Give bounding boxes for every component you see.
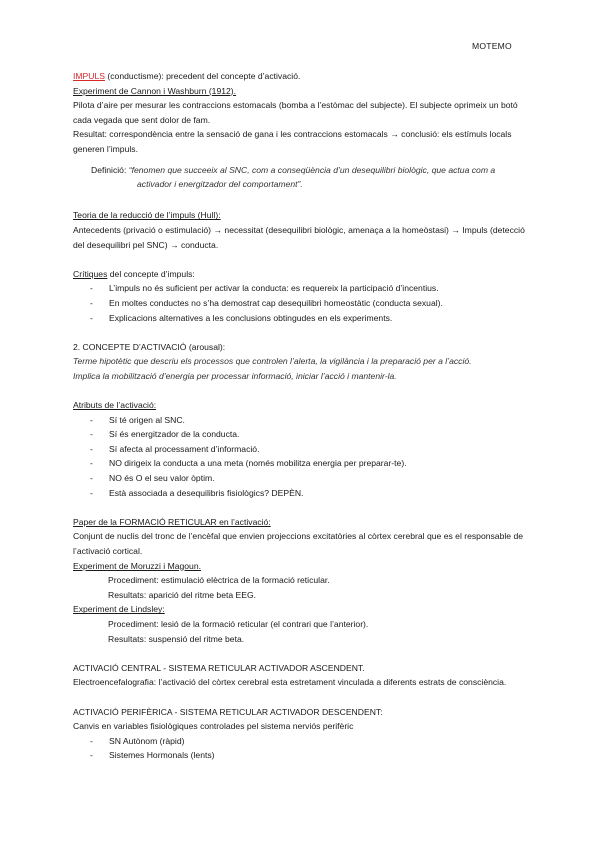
activacio-central-text: Electroencefalografia: l’activació del còrtex cerebral esta estretament vinculada a diferents estrats de consciència.: [73, 677, 507, 688]
lindsley-results: Resultats: suspensió del ritme beta.: [108, 633, 245, 644]
formacio-reticular-title: Paper de la FORMACIÓ RETICULAR en l’activació:: [73, 516, 271, 527]
list-item: - Sí té origen al SNC.: [90, 414, 185, 425]
cannon-experiment-result: Resultat: correspondència entre la sensació de gana i les contraccions estomacals → conclusió: els estímuls locals generen l’impuls.: [73, 129, 512, 154]
list-item-text: Sí afecta al processament d’informació.: [109, 443, 260, 454]
document-header-title: MOTEMO: [472, 41, 512, 51]
formacio-reticular-text: Conjunt de nuclis del tronc de l’encèfal que envien projeccions excitatòries al còrtex cerebral que es el responsable de l’activació cortical.: [73, 531, 524, 556]
moruzzi-experiment-title: Experiment de Moruzzi i Magoun.: [73, 560, 202, 571]
cannon-experiment-title: Experiment de Cannon i Washburn (1912).: [73, 85, 237, 96]
activacio-description-line1: Terme hipotètic que descriu els processos que controlen l’alerta, la vigilància i la preparació per a l’acció.: [73, 356, 472, 367]
definition-label: Definició:: [91, 164, 127, 175]
list-item-text: SN Autònom (ràpid): [109, 735, 185, 746]
list-item: - Sí afecta al processament d’informació.: [90, 443, 260, 454]
impuls-definition: [91, 163, 533, 192]
critiques-list: [73, 281, 533, 325]
activacio-periferica-title: ACTIVACIÓ PERIFÈRICA - SISTEMA RETICULAR ACTIVADOR DESCENDENT:: [73, 706, 383, 717]
list-item: - En moltes conductes no s’ha demostrat cap desequilibri homeostàtic (conducta sexual).: [90, 297, 443, 308]
hull-theory-text: Antecedents (privació o estimulació) → necessitat (desequilibri biològic, amenaça a la homeòstasi) → Impuls (detecció del desequilibri pel SNC) → conducta.: [73, 224, 525, 250]
list-item: - SN Autònom (ràpid): [90, 735, 185, 746]
definition-text-line2: activador i energitzador del comportament”.: [137, 179, 303, 190]
impuls-keyword: IMPULS: [73, 71, 105, 81]
impuls-heading: [73, 69, 533, 84]
list-item: - NO dirigeix la conducta a una meta (només mobilitza energia per preparar-te).: [90, 458, 407, 469]
lindsley-experiment-title: Experiment de Lindsley:: [73, 604, 165, 615]
moruzzi-results: Resultats: aparició del ritme beta EEG.: [108, 589, 257, 600]
list-item-text: Sí és energitzador de la conducta.: [109, 429, 240, 440]
list-item-text: NO dirigeix la conducta a una meta (només mobilitza energia per preparar-te).: [109, 458, 407, 469]
impuls-heading-rest: (conductisme): precedent del concepte d’activació.: [105, 71, 301, 81]
definition-text-line1: “fenomen que succeeix al SNC, com a conseqüència d’un desequilibri biològic, que actua com a: [126, 164, 496, 175]
list-item: - Sí és energitzador de la conducta.: [90, 429, 240, 440]
atributs-list: [73, 413, 533, 501]
critiques-title-rest: del concepte d’impuls:: [107, 268, 195, 279]
list-item: - Sistemes Hormonals (lents): [90, 750, 215, 761]
activacio-description-line2: Implica la mobilització d’energia per processar informació, iniciar l’acció i mantenir-la.: [73, 370, 397, 381]
moruzzi-procedure: Procediment: estimulació elèctrica de la formació reticular.: [108, 575, 330, 586]
list-item-text: Sistemes Hormonals (lents): [109, 750, 215, 761]
list-item-text: Està associada a desequilibris fisiològics? DEPÈN.: [109, 487, 304, 498]
list-item-text: Sí té origen al SNC.: [109, 414, 185, 425]
list-item: - Està associada a desequilibris fisiològics? DEPÈN.: [90, 487, 304, 498]
periferica-list: [73, 734, 533, 763]
activacio-periferica-text: Canvis en variables fisiològiques controlades pel sistema nerviós perifèric: [73, 721, 354, 732]
lindsley-procedure: Procediment: lesió de la formació reticular (el contrari que l’anterior).: [108, 618, 369, 629]
list-item-text: Explicacions alternatives a les conclusions obtingudes en els experiments.: [109, 312, 393, 323]
list-item: - NO és O el seu valor òptim.: [90, 473, 215, 484]
list-item: - L’impuls no és suficient per activar la conducta: es requereix la participació d’incentius.: [90, 283, 439, 294]
list-item-text: NO és O el seu valor òptim.: [109, 473, 215, 484]
atributs-title: Atributs de l’activació:: [73, 400, 157, 411]
list-item: - Explicacions alternatives a les conclusions obtingudes en els experiments.: [90, 312, 393, 323]
activacio-section-title: 2. CONCEPTE D’ACTIVACIÓ (arousal):: [73, 341, 226, 352]
cannon-experiment-description: Pilota d’aire per mesurar les contraccions estomacals (bomba a l’estòmac del subjecte). El subjecte oprimeix un botó cada vegada que sent dolor de fam.: [73, 100, 518, 125]
critiques-title-underlined: Crítiques: [73, 268, 108, 279]
list-item-text: En moltes conductes no s’ha demostrat cap desequilibri homeostàtic (conducta sexual).: [109, 297, 443, 308]
list-item-text: L’impuls no és suficient per activar la conducta: es requereix la participació d’incentius.: [109, 283, 439, 294]
hull-theory-title: Teoria de la reducció de l’impuls (Hull):: [73, 210, 221, 221]
activacio-central-title: ACTIVACIÓ CENTRAL - SISTEMA RETICULAR ACTIVADOR ASCENDENT.: [73, 662, 365, 673]
document-body: [73, 69, 533, 763]
critiques-heading: [73, 267, 533, 282]
